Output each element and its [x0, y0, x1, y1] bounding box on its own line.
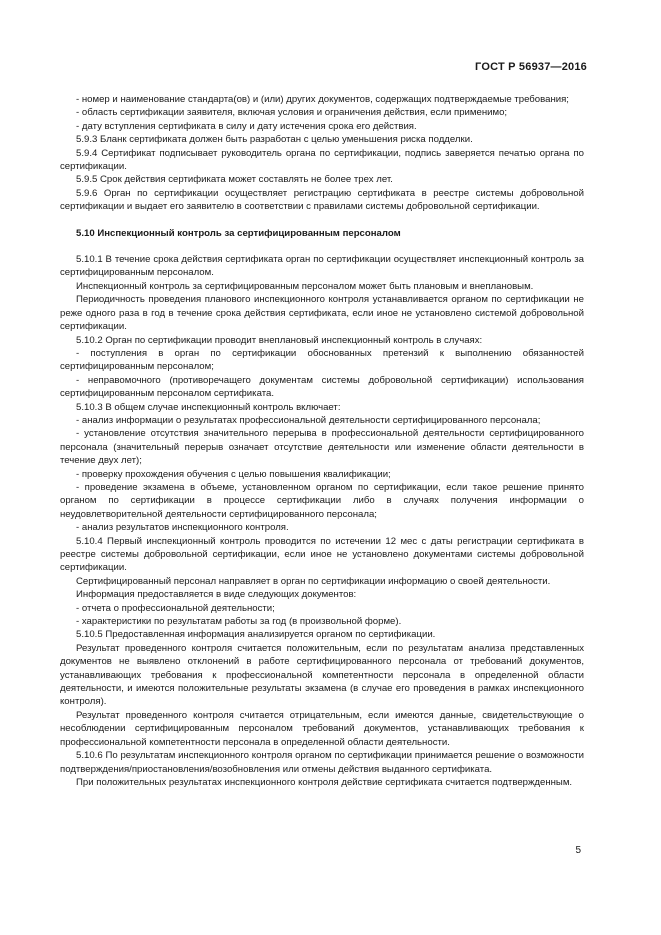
paragraph: - номер и наименование стандарта(ов) и (или) других документов, содержащих подтверждаемые требования; — [76, 94, 569, 105]
spacer — [60, 214, 584, 227]
paragraph: 5.10.6 По результатам инспекционного контроля органом по сертификации принимается решение о возможности подтверждения/приостановления/возобновления или отмены действия выданного сертификата. — [60, 750, 584, 775]
paragraph: 5.9.5 Срок действия сертификата может составлять не более трех лет. — [76, 174, 393, 186]
paragraph: - область сертификации заявителя, включая условия и ограничения действия, если применимо; — [76, 107, 508, 119]
paragraph: Результат проведенного контроля считается положительным, если по результатам анализа представленных документов не выявлено отклонений в работе сертифицированного персонала от требований документов, устанавливающих требования к профессиональной компетентности персонала в определенной области деятельности, и имеются положительные результаты экзамена (в случае его проведения в рамках инспекционного контроля). — [60, 642, 584, 708]
paragraph: - проверку прохождения обучения с целью повышения квалификации; — [76, 468, 391, 480]
paragraph: 5.9.4 Сертификат подписывает руководитель органа по сертификации, подпись заверяется печатью органа по сертификации. — [60, 147, 584, 173]
document-standard-id: ГОСТ Р 56937—2016 — [475, 61, 587, 73]
paragraph: 5.10.2 Орган по сертификации проводит внеплановый инспекционный контроль в случаях: — [76, 334, 483, 346]
paragraph: - характеристики по результатам работы за год (в произвольной форме). — [76, 616, 402, 628]
paragraph: 5.9.3 Бланк сертификата должен быть разработан с целью уменьшения риска подделки. — [76, 134, 473, 146]
paragraph: Результат проведенного контроля считается отрицательным, если имеются данные, свидетельствующие о несоблюдении сертифицированным персоналом требований документов, устанавливающих требования к профессиональной компетентности персонала в определенной области деятельности. — [60, 709, 584, 748]
paragraph: 5.10.5 Предоставленная информация анализируется органом по сертификации. — [76, 629, 436, 641]
paragraph: - поступления в орган по сертификации обоснованных претензий к выполнению обязанностей сертифицированным персоналом; — [60, 347, 584, 373]
paragraph: Сертифицированный персонал направляет в орган по сертификации информацию о своей деятельности. — [76, 575, 551, 587]
paragraph: Периодичность проведения планового инспекционного контроля устанавливается органом по сертификации не реже одного раза в год в течение срока действия сертификата, если иное не установлено системой добровольной сертификации. — [60, 294, 584, 333]
paragraph: - проведение экзамена в объеме, установленном органом по сертификации, если такое решение принято органом по сертификации в процессе сертификации либо в случаях получения информации о неудовлетворительной деятельности сертифицированного персонала; — [60, 481, 584, 520]
paragraph: - анализ информации о результатах профессиональной деятельности сертифицированного персонала; — [76, 414, 541, 426]
paragraph: 5.10.3 В общем случае инспекционный контроль включает: — [76, 401, 341, 413]
paragraph: 5.10.4 Первый инспекционный контроль проводится по истечении 12 мес с даты регистрации сертификата в реестре системы добровольной сертификации, если иное не установлено документами системы добровольной сертификации. — [60, 535, 584, 574]
paragraph: Информация предоставляется в виде следующих документов: — [76, 589, 357, 601]
spacer — [60, 240, 584, 253]
document-body — [60, 93, 584, 789]
paragraph: 5.10.1 В течение срока действия сертификата орган по сертификации осуществляет инспекционный контроль за сертифицированным персоналом. — [60, 254, 584, 279]
section-heading: 5.10 Инспекционный контроль за сертифицированным персоналом — [76, 227, 401, 239]
paragraph: - отчета о профессиональной деятельности; — [76, 602, 275, 614]
paragraph: - дату вступления сертификата в силу и дату истечения срока его действия. — [76, 120, 417, 132]
paragraph: При положительных результатах инспекционного контроля действие сертификата считается подтвержденным. — [76, 776, 573, 788]
page-number: 5 — [575, 845, 581, 856]
paragraph: - неправомочного (противоречащего документам системы добровольной сертификации) использования сертифицированным персоналом сертификата. — [60, 374, 584, 400]
paragraph: - анализ результатов инспекционного контроля. — [76, 522, 289, 534]
paragraph: Инспекционный контроль за сертифицированным персоналом может быть плановым и внеплановым. — [76, 280, 534, 292]
paragraph: 5.9.6 Орган по сертификации осуществляет регистрацию сертификата в реестре системы добровольной сертификации и выдает его заявителю в соответствии с правилами системы добровольной сертификации. — [60, 187, 584, 213]
paragraph: - установление отсутствия значительного перерыва в профессиональной деятельности сертифицированного персонала (значительный перерыв означает отсутствие деятельности или изменение области деятельности в течение двух лет); — [60, 428, 584, 467]
